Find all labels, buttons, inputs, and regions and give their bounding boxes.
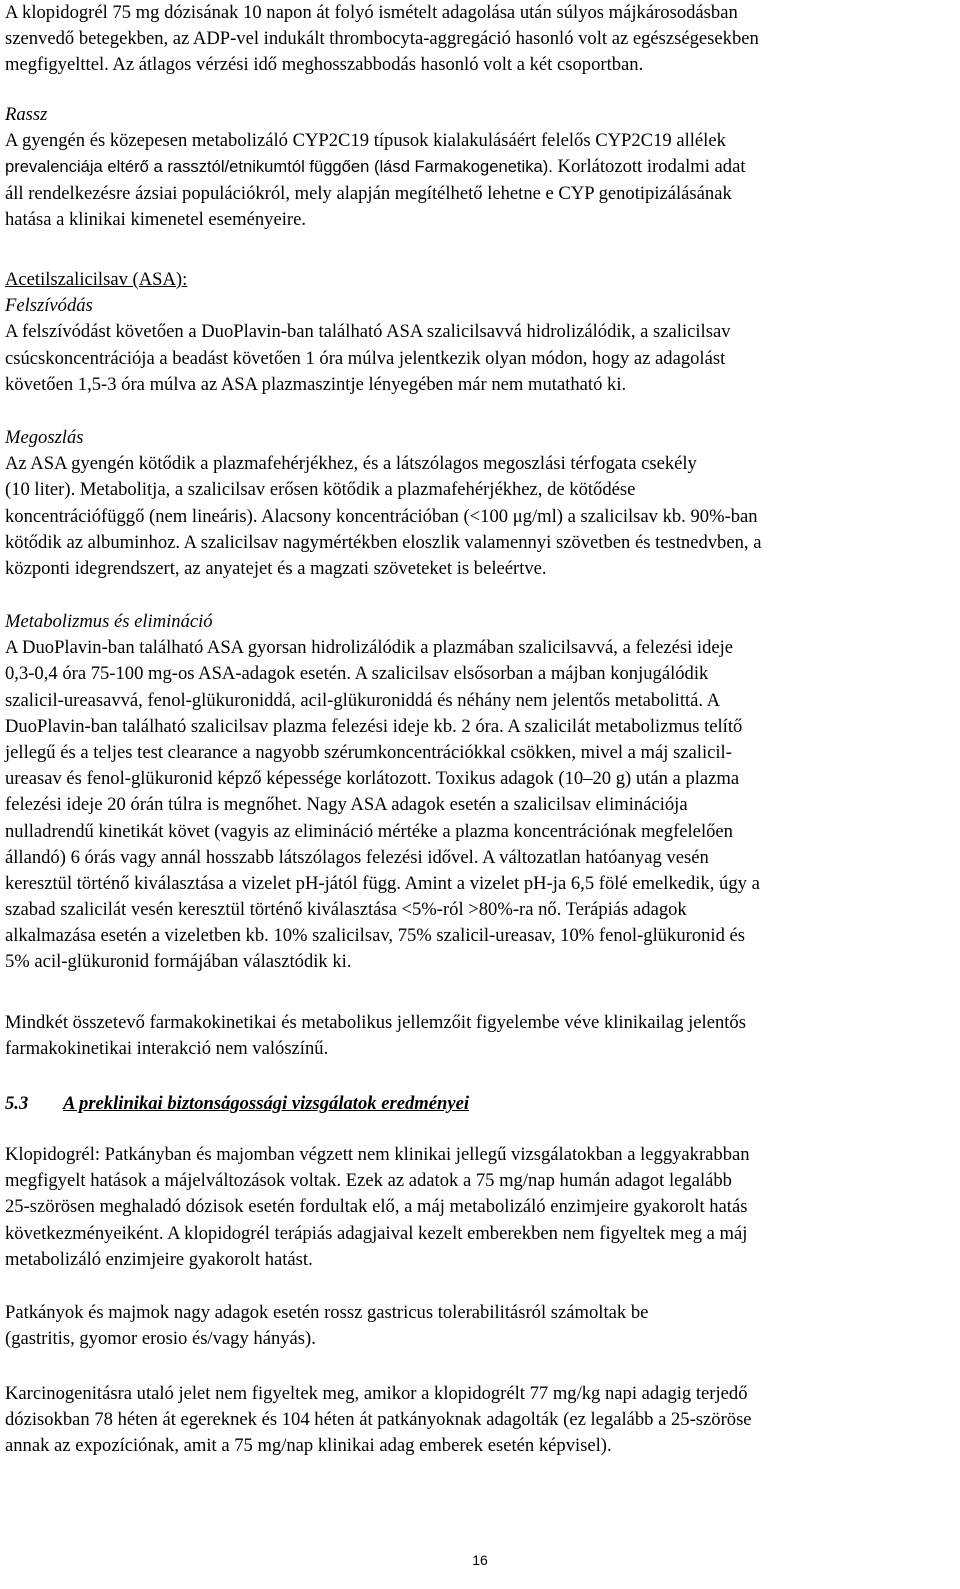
distribution-heading: Megoszlás: [5, 427, 84, 448]
text-line: Karcinogenitásra utaló jelet nem figyeltek meg, amikor a klopidogrélt 77 mg/kg napi adagig terjedő: [5, 1383, 748, 1404]
race-heading: Rassz: [5, 104, 48, 125]
section-number: 5.3: [5, 1093, 29, 1114]
asa-section: [5, 267, 950, 398]
text-line: alkalmazása esetén a vizeletben kb. 10% szalicilsav, 75% szalicil-ureasav, 10% fenol-glükuronid és: [5, 925, 746, 947]
text-span: prevalenciája eltérő a rassztól/etnikumtól függően (lásd Farmakogenetika).: [5, 157, 553, 177]
text-line: megfigyelttel. Az átlagos vérzési idő meghosszabbodás hasonló volt a két csoportban.: [5, 54, 644, 76]
text-line: Patkányok és majmok nagy adagok esetén rossz gastricus tolerabilitásról számoltak be: [5, 1302, 649, 1323]
preclinical-paragraph-1: [5, 1142, 950, 1273]
text-line: nulladrendű kinetikát követ (vagyis az elimináció mértéke a plazma koncentrációnak megfelelően: [5, 820, 733, 842]
text-line: szalicil-ureasavvá, fenol-glükuroniddá, acil-glükuroniddá és néhány nem jelentős metabolittá. A: [5, 689, 721, 711]
text-line: DuoPlavin-ban található szalicilsav plazma felezési ideje kb. 2 óra. A szalicilát metabolizmus telítő: [5, 715, 743, 737]
text-line: 5% acil-glükuronid formájában választódik ki.: [5, 951, 352, 973]
section-heading-line: [5, 1091, 950, 1117]
distribution-section: [5, 425, 950, 582]
text-line: központi idegrendszert, az anyatejet és a magzati szöveteket is beleértve.: [5, 557, 547, 579]
race-section: [5, 102, 950, 233]
text-line: dózisokban 78 héten át egereknek és 104 héten át patkányoknak adagolták (ez legalább a 25-szöröse: [5, 1409, 752, 1431]
text-line: jellegű és a teljes test clearance a nagyobb szérumkoncentrációkkal csökken, mivel a máj szalicil-: [5, 741, 732, 763]
text-line: állandó) 6 órás vagy annál hosszabb látszólagos felezési idővel. A változatlan hatóanyag vesén: [5, 846, 709, 868]
text-line: Mindkét összetevő farmakokinetikai és metabolikus jellemzőit figyelembe véve klinikailag jelentős: [5, 1012, 746, 1033]
text-line: ureasav és fenol-glükuronid képző képessége korlátozott. Toxikus adagok (10–20 g) után a plazma: [5, 768, 740, 790]
absorption-heading: Felszívódás: [5, 295, 93, 317]
text-line: A klopidogrél 75 mg dózisának 10 napon át folyó ismételt adagolása után súlyos májkárosodásban: [5, 2, 738, 23]
text-line: Klopidogrél: Patkányban és majomban végzett nem klinikai jellegű vizsgálatokban a leggyakrabban: [5, 1144, 750, 1165]
text-line: szabad szalicilát vesén keresztül történő kiválasztása <5%-ról >80%-ra nő. Terápiás adagok: [5, 899, 687, 921]
preclinical-paragraph-2: [5, 1300, 950, 1352]
text-line: követően 1,5-3 óra múlva az ASA plazmaszintje lényegében már nem mutatható ki.: [5, 373, 627, 395]
text-line: metabolizáló enzimjeire gyakorolt hatást.: [5, 1248, 313, 1270]
text-line: kötődik az albuminhoz. A szalicilsav nagymértékben eloszlik valamennyi szövetben és testnedvben, a: [5, 531, 762, 553]
intro-paragraph: [5, 0, 950, 79]
page-number: 16: [472, 1552, 488, 1568]
text-line: koncentrációfüggő (nem lineáris). Alacsony koncentrációban (<100 μg/ml) a szalicilsav kb. 90%-ban: [5, 505, 758, 527]
text-line: A gyengén és közepesen metabolizáló CYP2C19 típusok kialakulásáért felelős CYP2C19 allélek: [5, 130, 726, 152]
text-line: 0,3-0,4 óra 75-100 mg-os ASA-adagok esetén. A szalicilsav elsősorban a májban konjugálódik: [5, 663, 709, 685]
text-line: csúcskoncentrációja a beadást követően 1 óra múlva jelentkezik olyan módon, hogy az adagolást: [5, 347, 726, 369]
text-line: keresztül történő kiválasztása a vizelet pH-jától függ. Amint a vizelet pH-ja 6,5 fölé emelkedik, úgy a: [5, 872, 760, 894]
text-line: A felszívódást követően a DuoPlavin-ban található ASA szalicilsavvá hidrolizálódik, a szalicilsav: [5, 321, 731, 343]
text-line: A DuoPlavin-ban található ASA gyorsan hidrolizálódik a plazmában szalicilsavvá, a felezési ideje: [5, 637, 734, 659]
text-line: felezési ideje 20 órán túlra is megnőhet. Nagy ASA adagok esetén a szalicilsav eliminációja: [5, 794, 688, 816]
text-line: hatása a klinikai kimenetel eseményeire.: [5, 208, 306, 230]
asa-heading-line: [5, 267, 950, 293]
text-line-mixed: [5, 154, 950, 180]
text-line: megfigyelt hatások a májelváltozások voltak. Ezek az adatok a 75 mg/nap humán adagot legalább: [5, 1170, 732, 1192]
text-line: (10 liter). Metabolitja, a szalicilsav erősen kötődik a plazmafehérjékhez, de kötődése: [5, 479, 636, 501]
text-line: (gastritis, gyomor erosio és/vagy hányás).: [5, 1328, 316, 1350]
text-line: Az ASA gyengén kötődik a plazmafehérjékhez, és a látszólagos megoszlási térfogata csekély: [5, 453, 697, 475]
section-title: A preklinikai biztonságossági vizsgálatok eredményei: [63, 1093, 469, 1114]
text-line: farmakokinetikai interakció nem valószínű.: [5, 1038, 329, 1060]
metabolism-heading: Metabolizmus és elimináció: [5, 611, 213, 632]
text-span: Korlátozott irodalmi adat: [552, 156, 746, 178]
metabolism-section: [5, 609, 950, 976]
section-heading: [5, 1091, 950, 1117]
text-line: annak az expozíciónak, amit a 75 mg/nap klinikai adag emberek esetén képvisel).: [5, 1435, 612, 1457]
preclinical-paragraph-3: [5, 1381, 950, 1460]
text-line: áll rendelkezésre ázsiai populációkról, mely alapján megítélhető lehetne e CYP genotipizálásának: [5, 182, 732, 204]
asa-heading: Acetilszalicilsav (ASA):: [5, 269, 188, 290]
interaction-paragraph: [5, 1010, 950, 1062]
text-line: 25-szörösen meghaladó dózisok esetén fordultak elő, a máj metabolizáló enzimjeire gyakorolt hatás: [5, 1196, 748, 1218]
text-line: következményeiként. A klopidogrél terápiás adagjaival kezelt emberekben nem figyeltek meg a máj: [5, 1222, 748, 1244]
text-line: szenvedő betegekben, az ADP-vel indukált thrombocyta-aggregáció hasonló volt az egészségesekben: [5, 28, 759, 50]
